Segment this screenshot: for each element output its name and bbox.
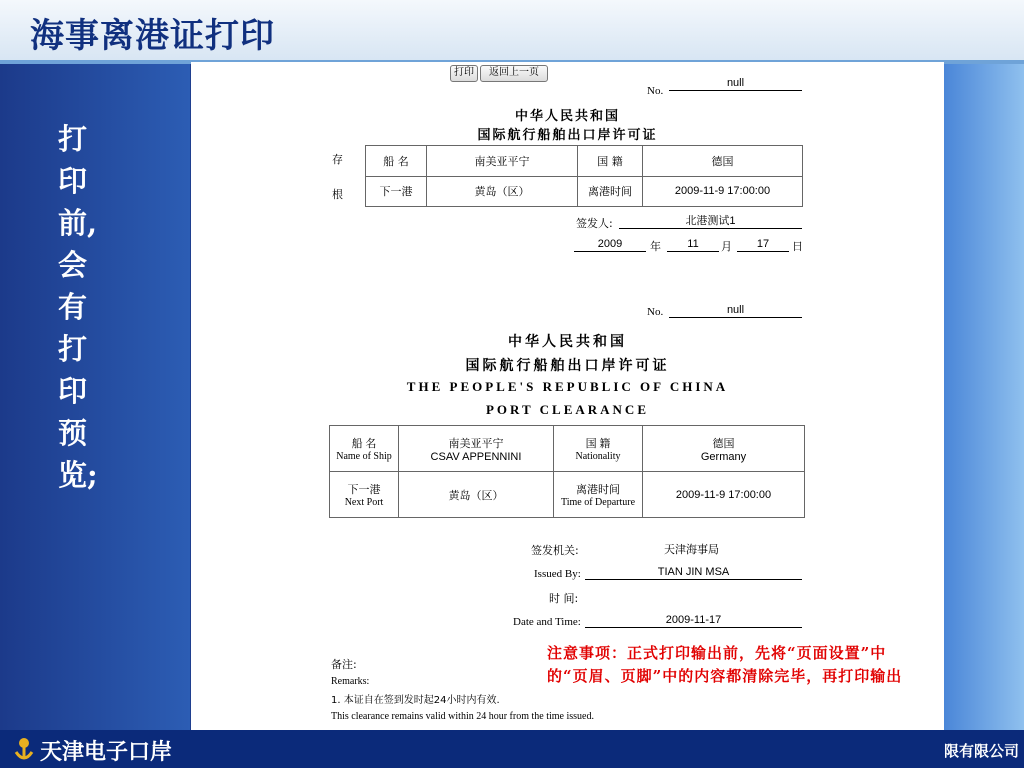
stub-side-gen: 根 <box>332 188 343 201</box>
ship-name-cn: 船 名 <box>351 438 377 450</box>
stub-issuer-value: 北港测试1 <box>619 214 802 229</box>
stub-ship-name-label: 船 名 <box>366 146 427 177</box>
stub-day-label: 日 <box>792 240 803 253</box>
next-port-en: Next Port <box>344 497 384 508</box>
ship-name-en: Name of Ship <box>336 451 392 462</box>
stub-title-line1: 中华人民共和国 <box>514 108 620 123</box>
stub-title-line2: 国际航行船舶出口岸许可证 <box>477 127 658 142</box>
print-notice: 注意事项：正式打印输出前，先将“页面设置”中的“页眉、页脚”中的内容都清除完毕，再打印输出 <box>547 644 903 685</box>
clearance-title-cn2: 国际航行船舶出口岸许可证 <box>465 359 670 374</box>
ship-name-value-cn: 南美亚平宁 <box>448 437 504 450</box>
nationality-value-cn: 德国 <box>712 437 735 450</box>
clearance-departure-label <box>554 472 643 518</box>
stub-departure-value: 2009-11-9 17:00:00 <box>643 176 803 207</box>
authority-value: 天津海事局 <box>664 543 719 556</box>
departure-cn: 离港时间 <box>576 484 620 496</box>
next-port-cn: 下一港 <box>347 484 381 496</box>
ship-name-value-en: CSAV APPENNINI <box>430 450 522 463</box>
stub-nationality-label: 国 籍 <box>578 146 643 177</box>
remarks-cn: 备注: <box>331 658 357 671</box>
remarks-en: Remarks: <box>331 676 370 687</box>
clearance-ship-name-value <box>399 426 554 472</box>
stub-year: 2009 <box>574 237 646 252</box>
stub-month: 11 <box>667 237 719 252</box>
print-preview[interactable] <box>191 62 944 768</box>
nationality-cn: 国 籍 <box>585 438 611 450</box>
clearance-title-en2: PORT CLEARANCE <box>485 402 649 417</box>
time-label: 时 间: <box>549 592 579 605</box>
clearance-title-cn1: 中华人民共和国 <box>508 335 627 350</box>
issued-by-label: Issued By: <box>534 568 581 580</box>
back-button[interactable]: 返回上一页 <box>480 65 548 82</box>
stub-table <box>365 145 803 207</box>
stub-nationality-value: 德国 <box>643 146 803 177</box>
date-value: 2009-11-17 <box>585 613 802 628</box>
stub-side-cun: 存 <box>332 153 343 166</box>
stub-issuer-label: 签发人: <box>576 217 613 230</box>
stub-no-value: null <box>669 76 802 91</box>
footer-bar <box>0 730 1024 768</box>
stub-next-port-value: 黄岛（区） <box>427 176 578 207</box>
clearance-next-port-label <box>330 472 399 518</box>
right-panel <box>944 64 1024 730</box>
clearance-departure-value: 2009-11-9 17:00:00 <box>643 472 805 518</box>
stub-no-label: No. <box>647 85 664 97</box>
stub-day: 17 <box>737 237 789 252</box>
clearance-no-value: null <box>669 303 802 318</box>
side-note: 打 印 前, 会 有 打 印 预 览; <box>58 122 98 492</box>
clearance-nationality-label <box>554 426 643 472</box>
footer-brand: 天津电子口岸 <box>40 740 173 765</box>
clearance-nationality-value <box>643 426 805 472</box>
remark1-en: This clearance remains valid within 24 hour from the time issued. <box>331 711 594 722</box>
nationality-en: Nationality <box>575 451 621 462</box>
header-bar <box>0 0 1024 62</box>
stub-next-port-label: 下一港 <box>366 176 427 207</box>
clearance-title-en1: THE PEOPLE'S REPUBLIC OF CHINA <box>406 379 729 394</box>
clearance-ship-name-label <box>330 426 399 472</box>
stub-ship-name-value: 南美亚平宁 <box>427 146 578 177</box>
footer-suffix: 限有限公司 <box>944 742 1020 760</box>
clearance-no-label: No. <box>647 306 664 318</box>
date-label: Date and Time: <box>513 616 581 628</box>
nationality-value-en: Germany <box>700 450 747 463</box>
clearance-table <box>329 425 805 518</box>
stub-departure-label: 离港时间 <box>578 176 643 207</box>
print-button[interactable]: 打印 <box>450 65 478 82</box>
anchor-logo-icon <box>12 736 36 762</box>
page-title: 海事离港证打印 <box>30 16 275 56</box>
stub-month-label: 月 <box>721 240 732 253</box>
stub-year-label: 年 <box>650 240 661 253</box>
departure-en: Time of Departure <box>560 497 636 508</box>
issued-by-value: TIAN JIN MSA <box>585 565 802 580</box>
authority-label: 签发机关: <box>531 544 579 557</box>
clearance-next-port-value: 黄岛（区） <box>399 472 554 518</box>
remark1-cn: 1. 本证自在签到发时起24小时内有效. <box>331 695 500 706</box>
